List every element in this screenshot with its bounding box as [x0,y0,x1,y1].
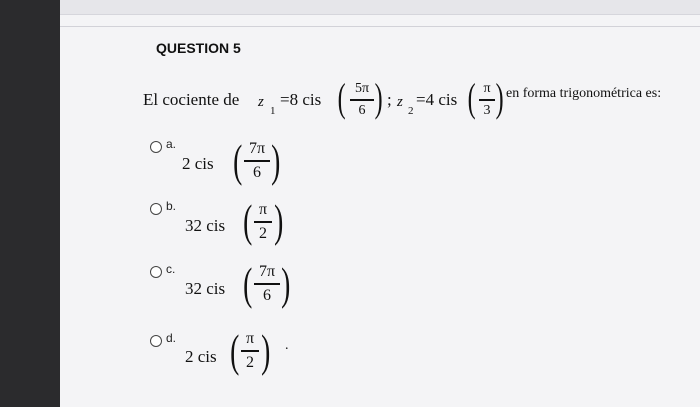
option-d-trailing-mark: . [285,338,289,353]
option-letter-b: b. [166,199,177,213]
option-a-right-paren: ) [271,135,281,186]
fraction-bar [254,283,280,285]
option-letter-c: c. [166,262,176,276]
radio-button-c[interactable] [150,266,162,278]
z2-numerator: π [483,81,491,96]
z1-variable: z [258,94,264,110]
option-c-right-paren: ) [281,258,291,309]
option-c-fraction [254,264,280,304]
fraction-bar [350,99,374,101]
z1-subscript: 1 [270,105,276,117]
option-b-denominator: 2 [259,224,267,242]
z2-denominator: 3 [483,102,491,118]
fraction-bar [254,221,272,223]
radio-button-a[interactable] [150,141,162,153]
option-a-coefficient: 2 cis [182,154,214,173]
z1-left-paren: ( [337,75,346,120]
option-c-numerator: 7π [258,263,276,280]
z2-subscript: 2 [408,105,414,117]
option-d-right-paren: ) [261,325,271,376]
fraction-bar [241,350,259,352]
option-b-numerator: π [258,201,268,218]
top-band [60,0,700,15]
z1-denominator: 6 [358,102,366,118]
question-suffix: en forma trigonométrica es: [506,86,662,101]
fraction-bar [244,160,270,162]
option-d-denominator: 2 [246,353,254,371]
z2-fraction [479,82,495,118]
z1-fraction [350,82,374,118]
option-a-left-paren: ( [233,135,243,186]
option-letter-a: a. [166,137,177,151]
option-d-coefficient: 2 cis [185,347,217,366]
option-c-denominator: 6 [263,286,271,304]
option-a-numerator: 7π [248,140,266,157]
z1-value: =8 cis [280,90,322,109]
question-label: QUESTION 5 [156,40,241,56]
z1-numerator: 5π [354,81,370,96]
option-a-denominator: 6 [253,163,261,181]
option-letter-d: d. [166,331,177,345]
option-c-left-paren: ( [243,258,253,309]
option-b-right-paren: ) [274,195,284,246]
option-c-coefficient: 32 cis [185,279,226,298]
separator: ; [387,90,392,109]
option-d-left-paren: ( [230,325,240,376]
question-prefix: El cociente de [143,90,240,109]
radio-button-b[interactable] [150,203,162,215]
radio-button-d[interactable] [150,335,162,347]
option-b-coefficient: 32 cis [185,216,226,235]
divider [60,26,700,27]
z2-right-paren: ) [495,75,504,120]
z1-right-paren: ) [374,75,383,120]
fraction-bar [479,99,495,101]
z2-value: =4 cis [416,90,458,109]
option-d-numerator: π [245,330,255,347]
option-b-fraction [254,202,272,242]
quiz-page [60,0,700,407]
option-b-left-paren: ( [243,195,253,246]
option-a-fraction [244,141,270,181]
z2-left-paren: ( [467,75,476,120]
option-d-fraction [241,331,259,371]
z2-variable: z [397,94,403,110]
